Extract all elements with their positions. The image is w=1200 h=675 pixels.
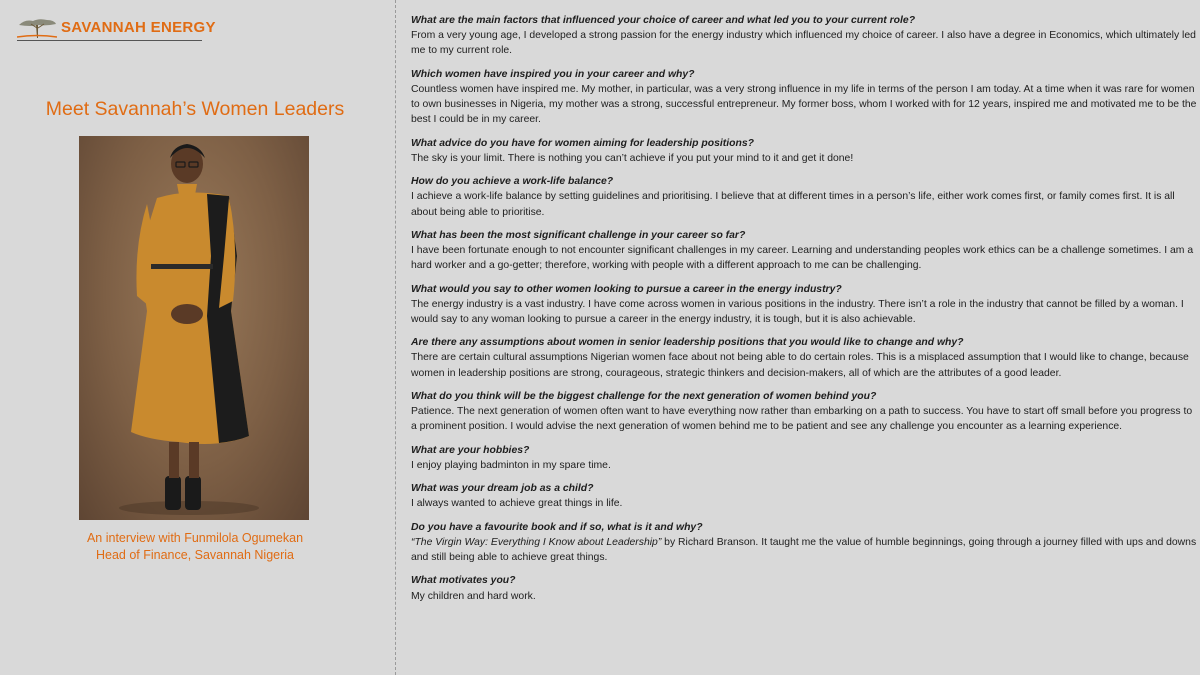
question: What would you say to other women looking to pursue a career in the energy industry? bbox=[411, 283, 842, 295]
answer: Patience. The next generation of women often want to have everything now rather than embarking on a path to success. You have to start off small before you progress to a prominent position. I would advise the next generation of women behind me to be patient and see any challenge you encounter as a learning experience. bbox=[411, 406, 1193, 433]
brand-name: SAVANNAH ENERGY bbox=[61, 19, 216, 36]
qa-item bbox=[411, 443, 1200, 473]
qa-item bbox=[411, 481, 1200, 511]
question: What are your hobbies? bbox=[411, 444, 530, 456]
logo-underline bbox=[17, 40, 202, 41]
question: What has been the most significant challenge in your career so far? bbox=[411, 229, 746, 241]
acacia-tree-icon bbox=[17, 16, 57, 38]
qa-item bbox=[411, 136, 1200, 166]
qa-item bbox=[411, 335, 1200, 381]
question: What are the main factors that influenced your choice of career and what led you to your current role? bbox=[411, 15, 916, 26]
question: Do you have a favourite book and if so, what is it and why? bbox=[411, 521, 703, 533]
question: What do you think will be the biggest challenge for the next generation of women behind you? bbox=[411, 390, 877, 402]
page-title: Meet Savannah’s Women Leaders bbox=[45, 98, 345, 120]
qa-item bbox=[411, 67, 1200, 128]
qa-item bbox=[411, 174, 1200, 220]
caption-role: Head of Finance, Savannah Nigeria bbox=[95, 548, 295, 562]
question: What motivates you? bbox=[411, 575, 516, 587]
answer: From a very young age, I developed a strong passion for the energy industry which influenced my choice of career. I also have a degree in Economics, which ultimately led me to my current role. bbox=[411, 30, 1196, 57]
answer bbox=[411, 535, 1200, 565]
qa-item bbox=[411, 573, 1200, 603]
portrait-photo bbox=[79, 136, 309, 520]
interview-qa bbox=[411, 13, 1200, 612]
book-title: “The Virgin Way: Everything I Know about Leadership” bbox=[411, 536, 662, 548]
qa-item bbox=[411, 228, 1200, 274]
answer: I achieve a work-life balance by setting guidelines and prioritising. I believe that at different times in a person’s life, either work comes first, or family comes first. It is all about being able to prioritise. bbox=[411, 191, 1175, 218]
answer: I have been fortunate enough to not encounter significant challenges in my career. Learning and understanding peoples work ethics can be a challenge sometimes. I am a hard worker and a go-getter; therefore, working with people with a different approach to me can be challenging. bbox=[411, 245, 1194, 272]
answer: I always wanted to achieve great things in life. bbox=[411, 498, 623, 510]
question: What advice do you have for women aiming for leadership positions? bbox=[411, 137, 754, 149]
qa-item bbox=[411, 282, 1200, 328]
answer: My children and hard work. bbox=[411, 590, 536, 602]
left-panel bbox=[0, 0, 395, 675]
answer: There are certain cultural assumptions Nigerian women face about not being able to do certain roles. This is a misplaced assumption that I would like to change, because women in leadership positions are strong, courageous, strategic thinkers and decision-makers, all of which are the attributes of a good leader. bbox=[411, 352, 1189, 379]
answer-text: by Richard Branson. It taught me the value of humble beginnings, going through a journey filled with ups and downs and still being able to achieve great things. bbox=[411, 536, 1197, 564]
qa-item bbox=[411, 389, 1200, 435]
vertical-divider bbox=[395, 0, 397, 675]
question: How do you achieve a work-life balance? bbox=[411, 176, 614, 188]
qa-item bbox=[411, 520, 1200, 566]
photo-caption bbox=[0, 530, 390, 564]
qa-item bbox=[411, 13, 1200, 59]
question: Which women have inspired you in your career and why? bbox=[411, 68, 695, 80]
question: What was your dream job as a child? bbox=[411, 483, 594, 495]
answer: The energy industry is a vast industry. I have come across women in various positions in the industry. There isn’t a role in the industry that cannot be filled by a woman. I would say to any woman looking to pursue a career in the energy industry, it is tough, but it is also achievable. bbox=[411, 298, 1184, 325]
answer: Countless women have inspired me. My mother, in particular, was a very strong influence in my life in terms of the person I am today. At a time when it was rare for women to own businesses in Nigeria, my mother was a strong, successful entrepreneur. My former boss, whom I worked with for 12 years, inspired me and motivated me to be the best I could be in my career. bbox=[411, 83, 1197, 126]
answer: The sky is your limit. There is nothing you can’t achieve if you put your mind to it and get it done! bbox=[411, 152, 854, 164]
caption-interviewee: An interview with Funmilola Ogumekan bbox=[86, 531, 304, 545]
brand-logo bbox=[17, 16, 216, 42]
question: Are there any assumptions about women in senior leadership positions that you would like to change and why? bbox=[411, 337, 964, 349]
answer: I enjoy playing badminton in my spare time. bbox=[411, 459, 611, 471]
